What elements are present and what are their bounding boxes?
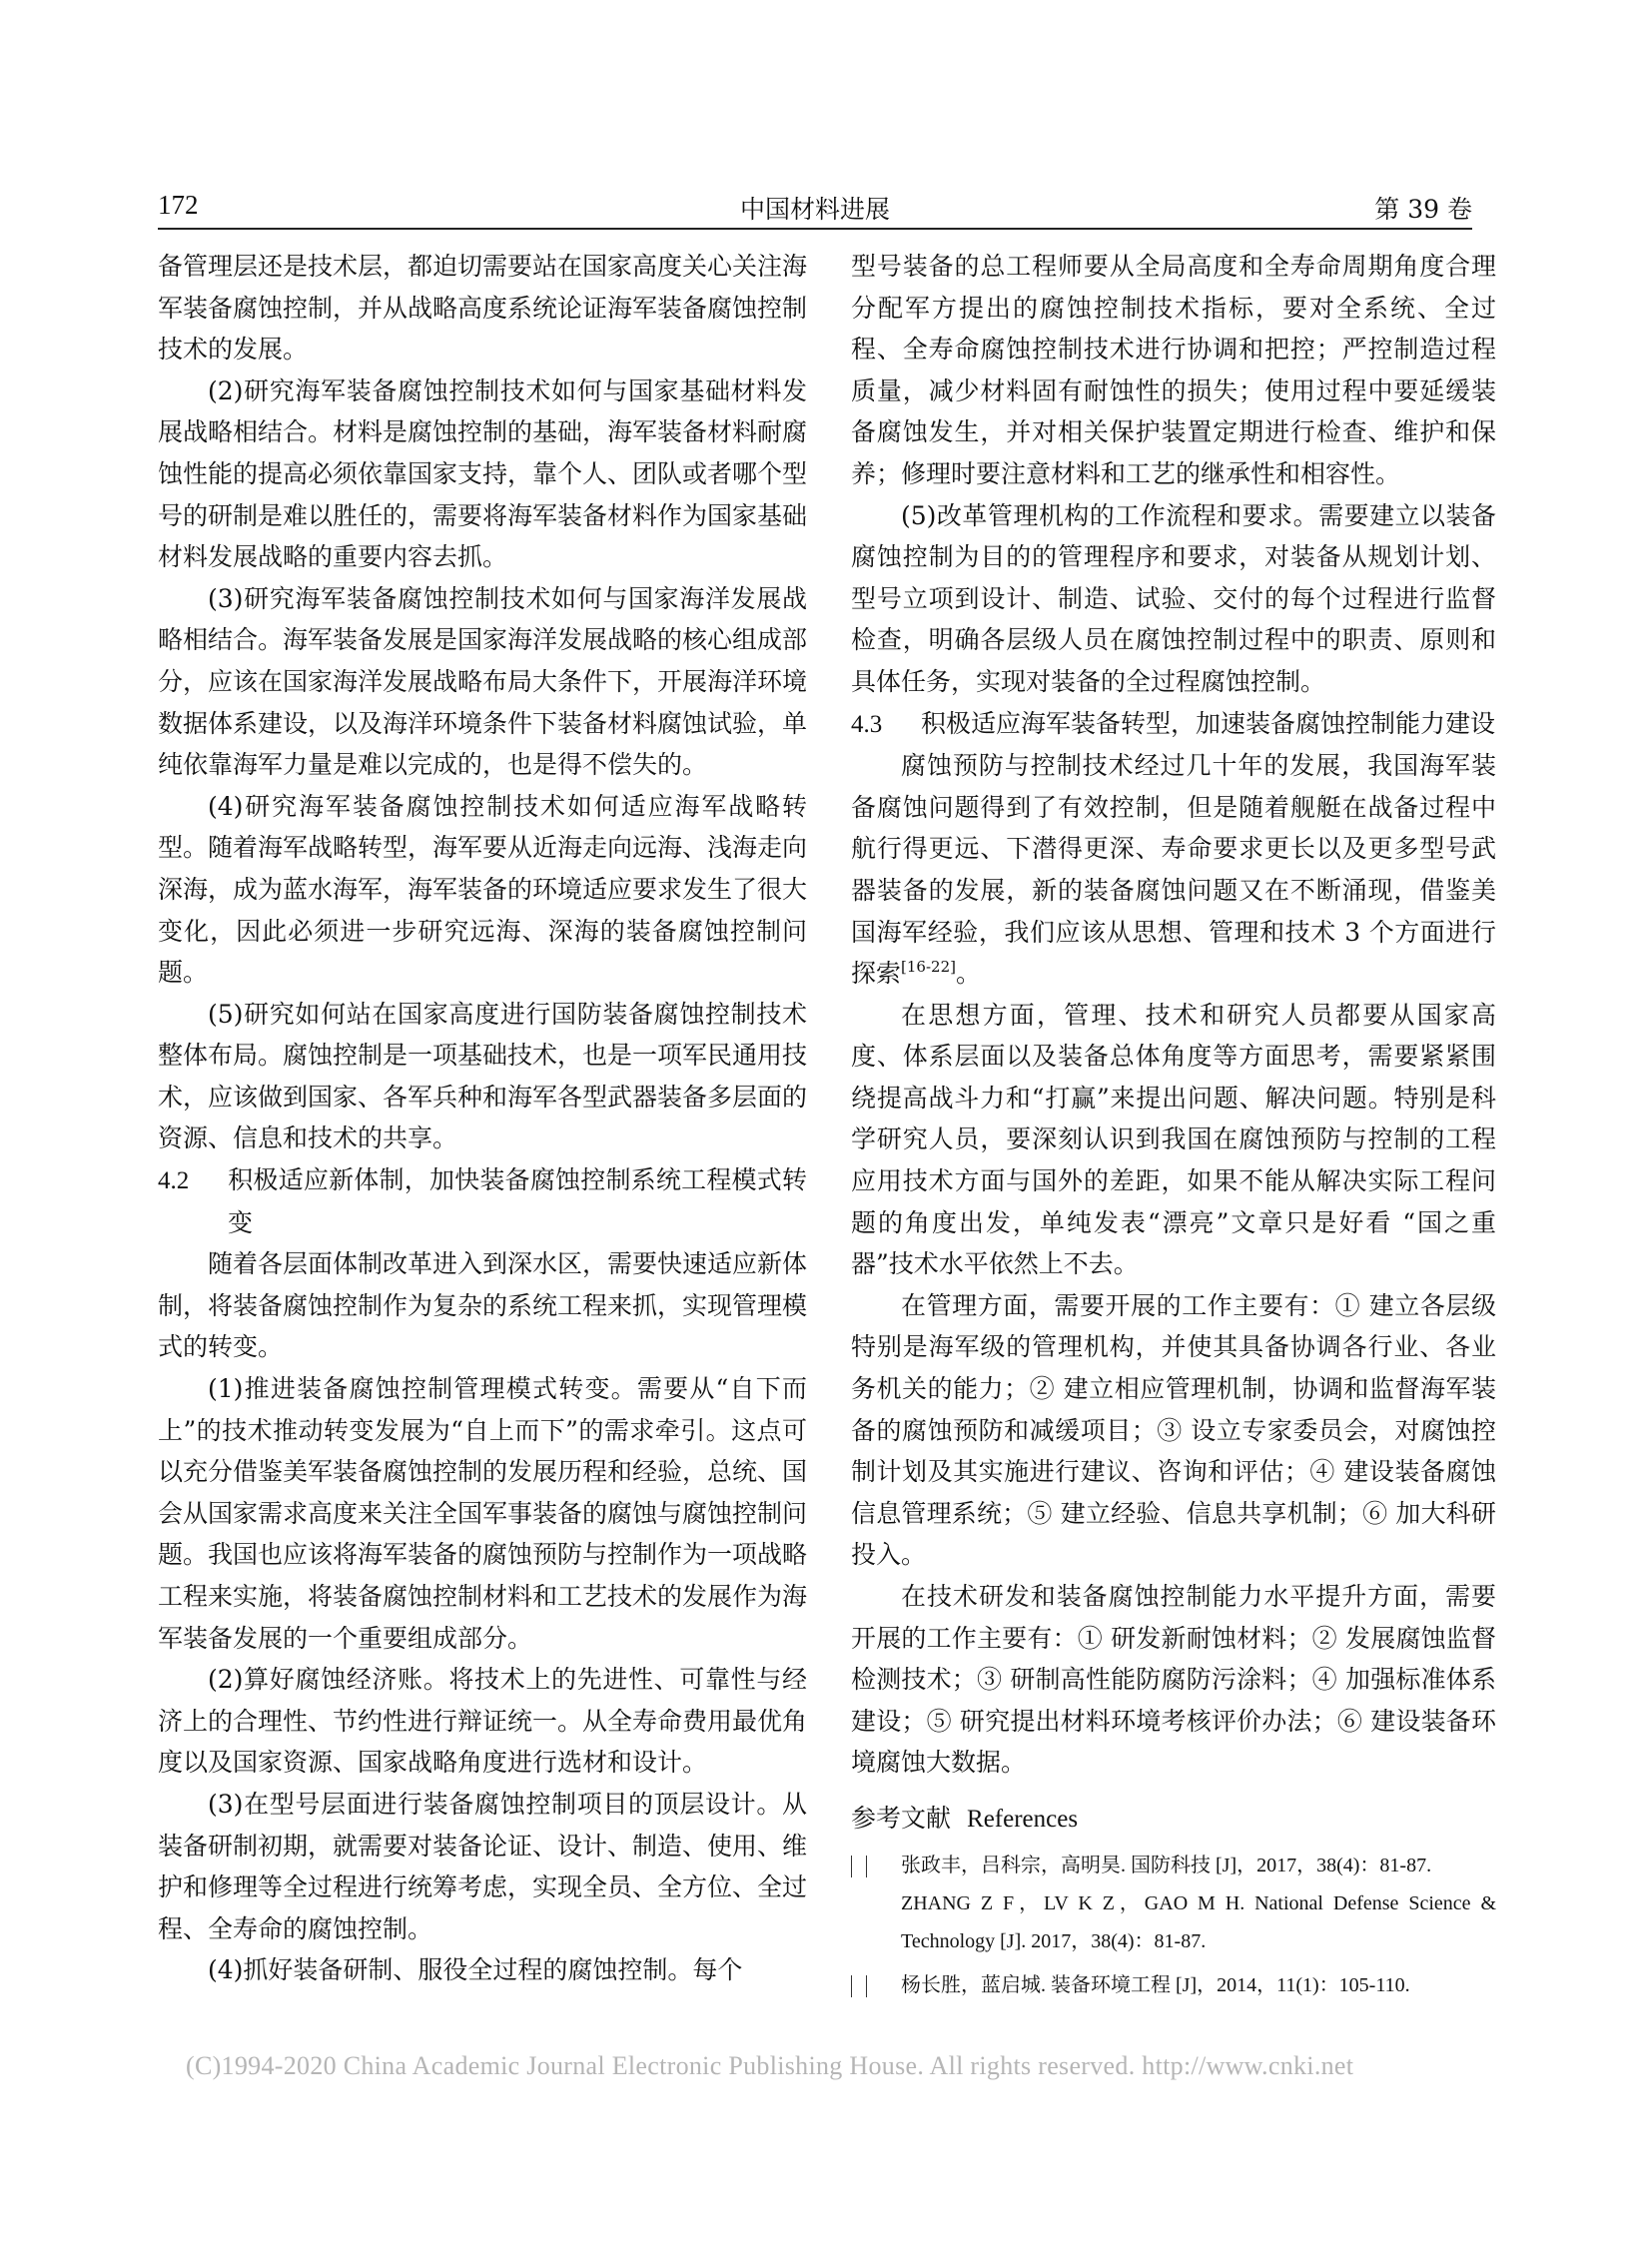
references-heading [851, 1798, 1496, 1841]
paragraph: (3)研究海军装备腐蚀控制技术如何与国家海洋发展战略相结合。海军装备发展是国家海洋发展战略的核心组成部分，应该在国家海洋发展战略布局大条件下，开展海洋环境数据体系建设，以及海洋环境条件下装备材料腐蚀试验，单纯依靠海军力量是难以完成的，也是得不偿失的。 [158, 583, 808, 780]
paragraph: 随着各层面体制改革进入到深水区，需要快速适应新体制，将装备腐蚀控制作为复杂的系统工程来抓，实现管理模式的转变。 [158, 1249, 808, 1362]
volume-label: 第 39 卷 [1374, 195, 1472, 224]
paragraph: (4)研究海军装备腐蚀控制技术如何适应海军战略转型。随着海军战略转型，海军要从近海走向远海、浅海走向深海，成为蓝水海军，海军装备的环境适应要求发生了很大变化，因此必须进一步研究远海、深海的装备腐蚀控制问题。 [158, 791, 808, 988]
paragraph: (2)研究海军装备腐蚀控制技术如何与国家基础材料发展战略相结合。材料是腐蚀控制的基础，海军装备材料耐腐蚀性能的提高必须依靠国家支持，靠个人、团队或者哪个型号的研制是难以胜任的，需要将海军装备材料作为国家基础材料发展战略的重要内容去抓。 [158, 375, 808, 572]
paragraph: (1)推进装备腐蚀控制管理模式转变。需要从“自下而上”的技术推动转变发展为“自上而下”的需求牵引。这点可以充分借鉴美军装备腐蚀控制的发展历程和经验，总统、国会从国家需求高度来关注全国军事装备的腐蚀与腐蚀控制问题。我国也应该将海军装备的腐蚀预防与控制作为一项战略工程来实施，将装备腐蚀控制材料和工艺技术的发展作为海军装备发展的一个重要组成部分。 [158, 1374, 808, 1653]
paragraph: 备管理层还是技术层，都迫切需要站在国家高度关心关注海军装备腐蚀控制，并从战略高度系统论证海军装备腐蚀控制技术的发展。 [158, 252, 808, 365]
ref-text-cn: 杨长胜，蓝启城. 装备环境工程 [J]，2014，11(1)：105-110. [901, 1973, 1410, 1996]
paragraph-text: 腐蚀预防与控制技术经过几十年的发展，我国海军装备腐蚀问题得到了有效控制，但是随着舰艇在战备过程中航行得更远、下潜得更深、寿命要求更长以及更多型号武器装备的发展，新的装备腐蚀问题又在不断涌现，借鉴美国海军经验，我们应该从思想、管理和技术 3 个方面进行探索 [851, 751, 1496, 989]
paragraph: (3)在型号层面进行装备腐蚀控制项目的顶层设计。从装备研制初期，就需要对装备论证、设计、制造、使用、维护和修理等全过程进行统筹考虑，实现全员、全方位、全过程、全寿命的腐蚀控制。 [158, 1789, 808, 1943]
paragraph: (2)算好腐蚀经济账。将技术上的先进性、可靠性与经济上的合理性、节约性进行辩证统一。从全寿命费用最优角度以及国家资源、国家战略角度进行选材和设计。 [158, 1665, 808, 1778]
paragraph: (4)抓好装备研制、服役全过程的腐蚀控制。每个 [208, 1955, 743, 1985]
paragraph-end: 。 [955, 959, 981, 989]
page-number: 172 [158, 190, 199, 220]
references-title-cn: 参考文献 [851, 1803, 952, 1833]
left-column [158, 246, 807, 1991]
ref-text-cn: 张政丰，吕科宗，高明昊. 国防科技 [J]，2017，38(4)：81-87. [901, 1854, 1432, 1876]
ref-text-en: ZHANG Z F，LV K Z，GAO M H. National Defense Science & Technology [J]. 2017，38(4)：81-87. [901, 1891, 1496, 1952]
header-rule [158, 228, 1472, 230]
paragraph: 型号装备的总工程师要从全局高度和全寿命周期角度合理分配军方提出的腐蚀控制技术指标，要对全系统、全过程、全寿命腐蚀控制技术进行协调和把控；严控制造过程质量，减少材料固有耐蚀性的损失；使用过程中要延缓装备腐蚀发生，并对相关保护装置定期进行检查、维护和保养；修理时要注意材料和工艺的继承性和相容性。 [851, 252, 1496, 488]
paragraph: (5)改革管理机构的工作流程和要求。需要建立以装备腐蚀控制为目的的管理程序和要求，对装备从规划计划、型号立项到设计、制造、试验、交付的每个过程进行监督检查，明确各层级人员在腐蚀控制过程中的职责、原则和具体任务，实现对装备的全过程腐蚀控制。 [851, 500, 1496, 696]
paragraph: 在思想方面，管理、技术和研究人员都要从国家高度、体系层面以及装备总体角度等方面思考，需要紧紧围绕提高战斗力和“打赢”来提出问题、解决问题。特别是科学研究人员，要深刻认识到我国在腐蚀预防与控制的工程应用技术方面与国外的差距，如果不能从解决实际工程问题的角度出发，单纯发表“漂亮”文章只是好看 “国之重器”技术水平依然上不去。 [851, 1000, 1496, 1279]
citation: [16-22] [901, 958, 956, 977]
reference-item [851, 1966, 1496, 2004]
paragraph: 在管理方面，需要开展的工作主要有：① 建立各层级特别是海军级的管理机构，并使其具备协调各行业、各业务机关的能力；② 建立相应管理机制，协调和监督海军装备的腐蚀预防和减缓项目；③ 设立专家委员会，对腐蚀控制计划及其实施进行建议、咨询和评估；④ 建设装备腐蚀信息管理系统；⑤ 建立经验、信息共享机制；⑥ 加大科研投入。 [851, 1290, 1496, 1570]
paragraph: (5)研究如何站在国家高度进行国防装备腐蚀控制技术整体布局。腐蚀控制是一项基础技术，也是一项军民通用技术，应该做到国家、各军兵种和海军各型武器装备多层面的资源、信息和技术的共享。 [158, 999, 808, 1153]
ref-marker-icon [851, 1847, 901, 1884]
cnki-watermark: (C)1994-2020 China Academic Journal Electronic Publishing House. All rights reserved. http://www.cnki.net [186, 2051, 1354, 2080]
section-number: 4.3 [851, 710, 883, 738]
references-title-en: References [967, 1805, 1079, 1833]
paragraph [851, 745, 1496, 995]
section-title: 积极适应海军装备转型，加速装备腐蚀控制能力建设 [921, 708, 1496, 738]
journal-title: 中国材料进展 [739, 195, 890, 224]
section-number: 4.2 [158, 1167, 190, 1195]
reference-item [851, 1847, 1496, 1960]
right-column [851, 246, 1496, 2004]
section-heading-4-2 [158, 1159, 807, 1243]
section-title: 积极适应新体制，加快装备腐蚀控制系统工程模式转变 [228, 1165, 807, 1237]
ref-marker-icon [851, 1966, 901, 2004]
running-header [158, 190, 1472, 224]
paragraph: 在技术研发和装备腐蚀控制能力水平提升方面，需要开展的工作主要有：① 研发新耐蚀材料；② 发展腐蚀监督检测技术；③ 研制高性能防腐防污涂料；④ 加强标准体系建设；⑤ 研究提出材料环境考核评价办法；⑥ 建设装备环境腐蚀大数据。 [851, 1582, 1496, 1778]
section-heading-4-3 [851, 703, 1496, 746]
